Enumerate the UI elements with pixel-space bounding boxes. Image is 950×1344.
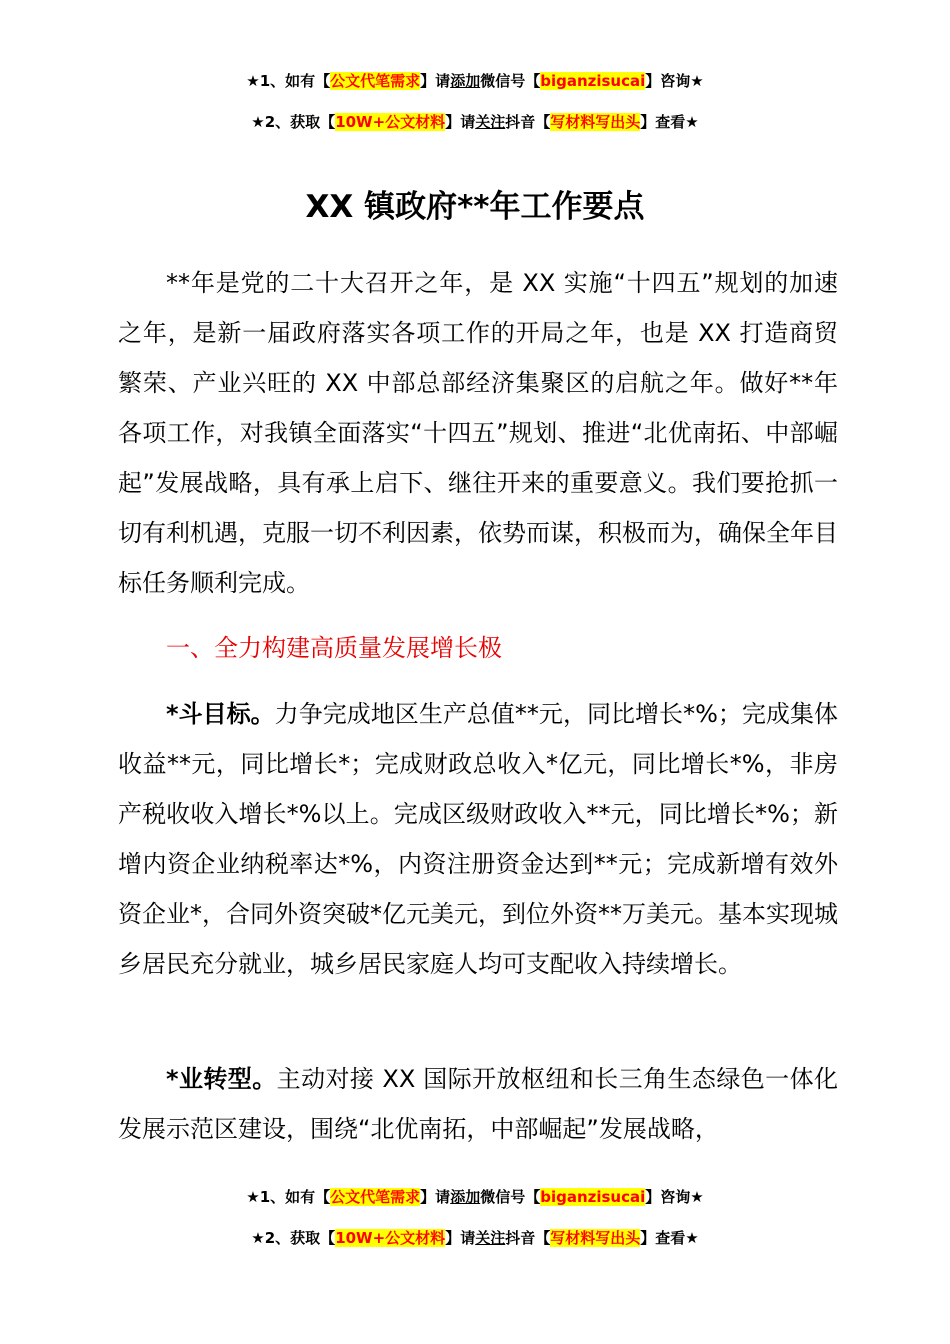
- header-promo-line-1: ★1、如有【公文代笔需求】请添加微信号【biganzisucai】咨询★: [246, 72, 704, 90]
- highlight-text: 公文代笔需求: [330, 72, 421, 90]
- footer-promo-line-2: ★2、获取【10W+公文材料】请关注抖音【写材料写出头】查看★: [251, 1229, 699, 1247]
- header-promo-line-2: ★2、获取【10W+公文材料】请关注抖音【写材料写出头】查看★: [251, 113, 699, 131]
- document-title: XX 镇政府**年工作要点: [305, 189, 645, 225]
- douyin-id: 写材料写出头: [550, 1229, 641, 1247]
- highlight-text: 公文代笔需求: [330, 1188, 421, 1206]
- wechat-id: biganzisucai: [540, 72, 646, 90]
- goals-paragraph: *斗目标。力争完成地区生产总值**元，同比增长*%；完成集体收益**元，同比增长*；完成财政总收入*亿元，同比增长*%，非房产税收收入增长*%以上。完成区级财政收入**元，同比增长*%；新增内资企业纳税率达*%，内资注册资金达到**元；完成新增有效外资企业*，合同外资突破*亿元美元，到位外资**万美元。基本实现城乡居民充分就业，城乡居民家庭人均可支配收入持续增长。: [118, 700, 838, 978]
- highlight-text: 10W+公文材料: [335, 1229, 446, 1247]
- douyin-id: 写材料写出头: [550, 113, 641, 131]
- paragraph-lead: *业转型。: [166, 1065, 277, 1093]
- intro-paragraph: **年是党的二十大召开之年，是 XX 实施“十四五”规划的加速之年，是新一届政府落实各项工作的开局之年，也是 XX 打造商贸繁荣、产业兴旺的 XX 中部总部经济集聚区的启航之年。做好**年各项工作，对我镇全面落实“十四五”规划、推进“北优南拓、中部崛起”发展战略，具有承上启下、继往开来的重要意义。我们要抢抓一切有利机遇，克服一切不利因素，依势而谋，积极而为，确保全年目标任务顺利完成。: [118, 269, 838, 597]
- section-heading: 一、全力构建高质量发展增长极: [166, 634, 502, 662]
- highlight-text: 10W+公文材料: [335, 113, 446, 131]
- paragraph-lead: *斗目标。: [166, 700, 275, 728]
- transformation-paragraph: *业转型。主动对接 XX 国际开放枢纽和长三角生态绿色一体化发展示范区建设，围绕“北优南拓，中部崛起”发展战略，: [118, 1065, 839, 1143]
- footer-promo-line-1: ★1、如有【公文代笔需求】请添加微信号【biganzisucai】咨询★: [246, 1188, 704, 1206]
- wechat-id: biganzisucai: [540, 1188, 646, 1206]
